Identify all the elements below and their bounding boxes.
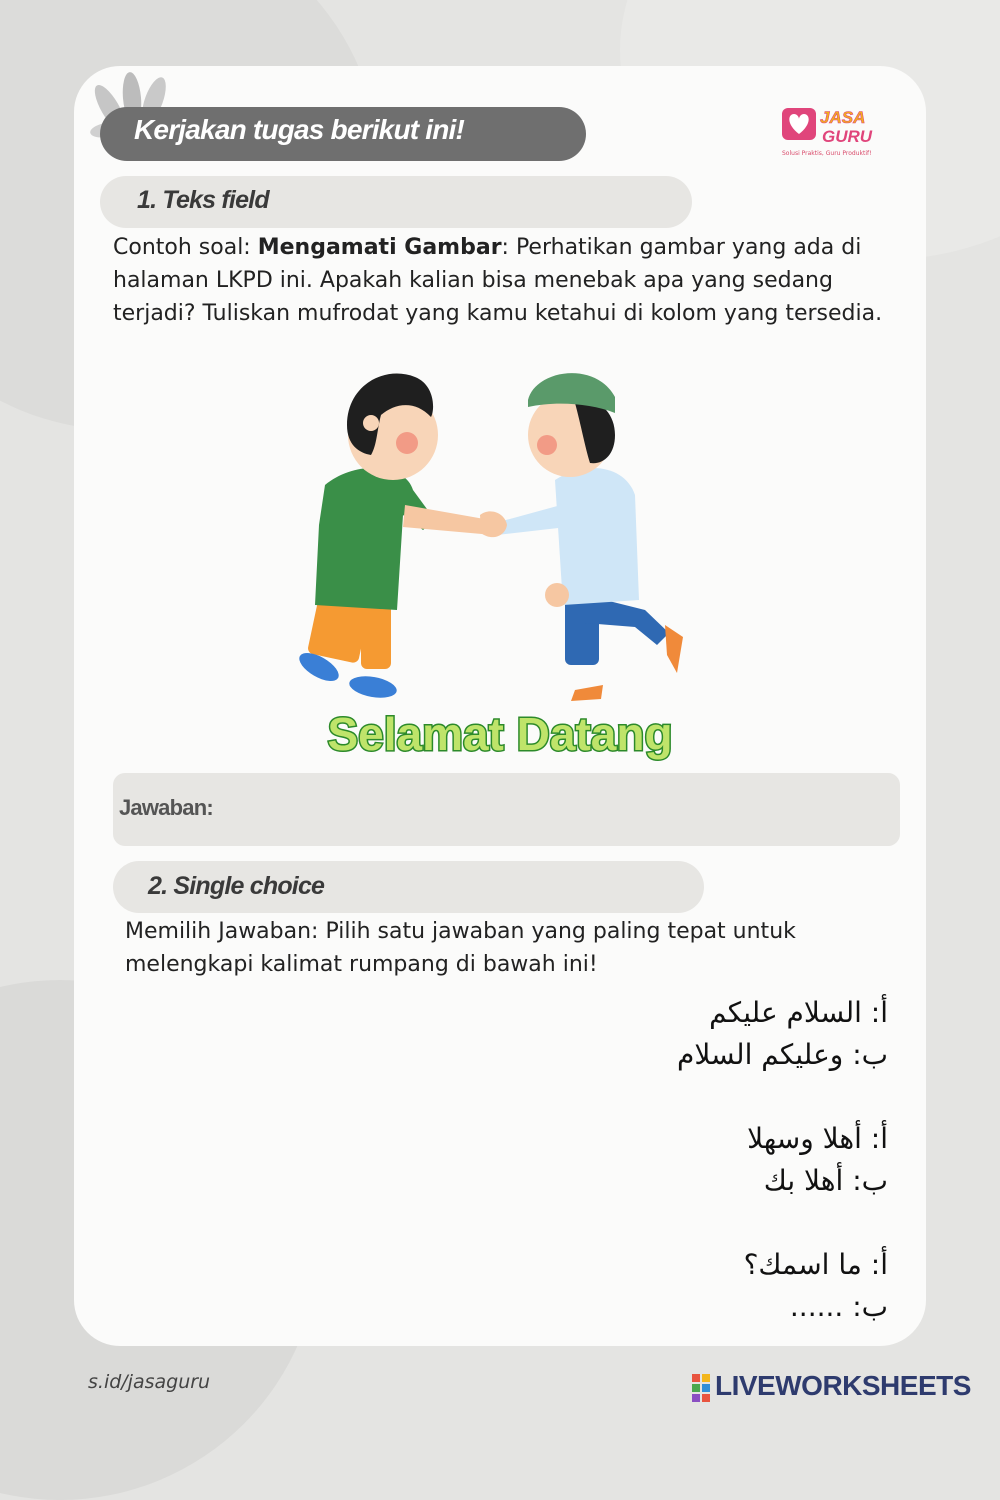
instruction-body: : Perhatikan gambar yang ada di halaman LKPD ini. Apakah kalian bisa menebak apa yang sedang terjadi? Tuliskan mufrodat yang kamu ketahui di kolom yang tersedia. xyxy=(113,235,883,326)
arabic-dialogs xyxy=(677,992,888,1328)
dialog-1-line-b: ب: وعليكم السلام xyxy=(677,1038,888,1071)
handshake-illustration xyxy=(285,355,715,775)
liveworksheets-brand[interactable]: LIVEWORKSHEETS xyxy=(715,1370,971,1401)
section-1-instructions xyxy=(113,231,893,330)
page-title: Kerjakan tugas berikut ini! xyxy=(134,114,465,145)
instruction-bold-title: Mengamati Gambar xyxy=(257,235,502,260)
section-2-instructions: Memilih Jawaban: Pilih satu jawaban yang paling tepat untuk melengkapi kalimat rumpang di bawah ini! xyxy=(125,919,796,977)
svg-text:GURU: GURU xyxy=(822,127,873,146)
image-caption: Selamat Datang xyxy=(327,708,673,760)
dialog-3-line-a: أ: ما اسمك؟ xyxy=(743,1248,888,1281)
dialog-3-line-b[interactable]: ب: ...... xyxy=(789,1290,888,1323)
liveworksheets-logo-icon xyxy=(692,1374,710,1402)
logo-tagline: Solusi Praktis, Guru Produktif! xyxy=(782,150,872,157)
section-2-heading: 2. Single choice xyxy=(148,872,325,900)
answer-label: Jawaban: xyxy=(119,795,213,820)
instruction-prefix: Contoh soal: xyxy=(113,235,258,260)
boy-right-icon xyxy=(480,373,683,701)
section-1-heading: 1. Teks field xyxy=(137,186,269,214)
boy-left-icon xyxy=(295,374,493,701)
answer-input-box[interactable] xyxy=(113,773,900,846)
svg-text:JASA: JASA xyxy=(820,108,866,127)
footer-link[interactable]: s.id/jasaguru xyxy=(88,1371,211,1393)
dialog-2-line-b: ب: أهلا بك xyxy=(763,1164,888,1197)
dialog-1-line-a: أ: السلام عليكم xyxy=(709,996,888,1029)
dialog-2-line-a: أ: أهلا وسهلا xyxy=(747,1122,888,1155)
